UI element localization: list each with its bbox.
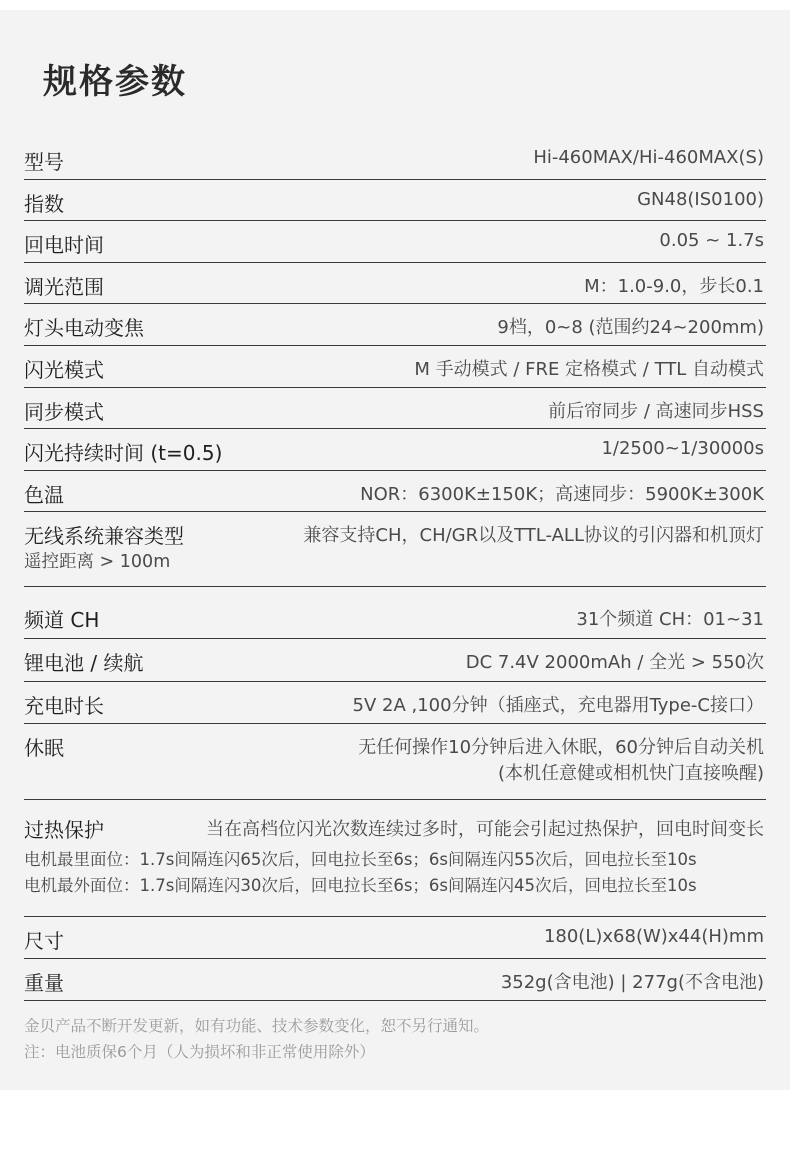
spec-label: 休眠 bbox=[24, 736, 64, 760]
spec-value: NOR：6300K±150K；高速同步：5900K±300K bbox=[360, 484, 764, 505]
spec-label: 锂电池 / 续航 bbox=[24, 651, 144, 675]
update-disclaimer: 金贝产品不断开发更新，如有功能、技术参数变化，恕不另行通知。 bbox=[24, 1017, 490, 1035]
spec-label: 闪光模式 bbox=[24, 358, 104, 382]
spec-label: 重量 bbox=[24, 971, 64, 995]
spec-row-power-range bbox=[24, 262, 766, 304]
spec-value: DC 7.4V 2000mAh / 全光 > 550次 bbox=[465, 652, 764, 673]
spec-label: 同步模式 bbox=[24, 400, 104, 424]
spec-label: 色温 bbox=[24, 483, 64, 507]
spec-value: 兼容支持CH，CH/GR以及TTL-ALL协议的引闪器和机顶灯 bbox=[303, 525, 764, 546]
spec-value: M 手动模式 / FRE 定格模式 / TTL 自动模式 bbox=[414, 359, 764, 380]
spec-value: Hi-460MAX/Hi-460MAX(S) bbox=[533, 147, 764, 168]
spec-row-wireless bbox=[24, 511, 766, 587]
wireless-range: 遥控距离 > 100m bbox=[24, 552, 171, 572]
spec-value: 0.05 ~ 1.7s bbox=[659, 230, 764, 251]
spec-row-recycle-time bbox=[24, 220, 766, 263]
spec-label: 指数 bbox=[24, 192, 64, 216]
spec-row-charging bbox=[24, 681, 766, 724]
battery-warranty-note: 注：电池质保6个月（人为损坏和非正常使用除外） bbox=[24, 1043, 375, 1061]
spec-value: 前后帘同步 / 高速同步HSS bbox=[548, 401, 764, 422]
spec-label: 尺寸 bbox=[24, 929, 64, 953]
spec-row-color-temp bbox=[24, 470, 766, 512]
overheat-outer-position: 电机最外面位：1.7s间隔连闪30次后，回电拉长至6s；6s间隔连闪45次后，回电拉长至10s bbox=[24, 876, 697, 895]
spec-row-battery bbox=[24, 638, 766, 682]
spec-label: 调光范围 bbox=[24, 275, 104, 299]
spec-value: 352g(含电池) | 277g(不含电池) bbox=[500, 972, 764, 993]
spec-row-model bbox=[24, 137, 766, 180]
spec-value-wake: (本机任意健或相机快门直接唤醒) bbox=[497, 763, 764, 784]
spec-row-flash-mode bbox=[24, 345, 766, 388]
spec-label: 过热保护 bbox=[24, 818, 104, 842]
spec-label: 充电时长 bbox=[24, 694, 104, 718]
spec-value: 5V 2A ,100分钟（插座式，充电器用Type-C接口） bbox=[352, 695, 764, 716]
spec-value: 9档，0~8 (范围约24~200mm) bbox=[497, 317, 764, 338]
spec-label: 频道 CH bbox=[24, 608, 100, 632]
spec-row-dimensions bbox=[24, 916, 766, 959]
spec-label: 无线系统兼容类型 bbox=[24, 524, 184, 548]
spec-row-guide-number bbox=[24, 179, 766, 221]
spec-label: 闪光持续时间 (t=0.5) bbox=[24, 441, 223, 465]
page-title: 规格参数 bbox=[43, 62, 187, 102]
spec-row-sync-mode bbox=[24, 387, 766, 429]
overheat-inner-position: 电机最里面位：1.7s间隔连闪65次后，回电拉长至6s；6s间隔连闪55次后，回电拉长至10s bbox=[24, 850, 697, 869]
spec-row-sleep bbox=[24, 723, 766, 800]
spec-value: 31个频道 CH：01~31 bbox=[576, 609, 764, 630]
spec-row-flash-duration bbox=[24, 428, 766, 471]
spec-value: 无任何操作10分钟后进入休眠，60分钟后自动关机 bbox=[358, 737, 764, 758]
spec-label: 灯头电动变焦 bbox=[24, 316, 144, 340]
spec-row-weight bbox=[24, 958, 766, 1001]
spec-value: 180(L)x68(W)x44(H)mm bbox=[543, 926, 764, 947]
spec-value: 当在高档位闪光次数连续过多时，可能会引起过热保护，回电时间变长 bbox=[206, 819, 764, 840]
spec-row-overheat bbox=[24, 805, 766, 917]
spec-value: GN48(IS0100) bbox=[637, 189, 764, 210]
spec-value: 1/2500~1/30000s bbox=[601, 438, 764, 459]
spec-label: 型号 bbox=[24, 150, 64, 174]
spec-label: 回电时间 bbox=[24, 233, 104, 257]
spec-row-channel bbox=[24, 595, 766, 639]
spec-row-zoom bbox=[24, 303, 766, 346]
spec-value: M：1.0-9.0，步长0.1 bbox=[584, 276, 764, 297]
